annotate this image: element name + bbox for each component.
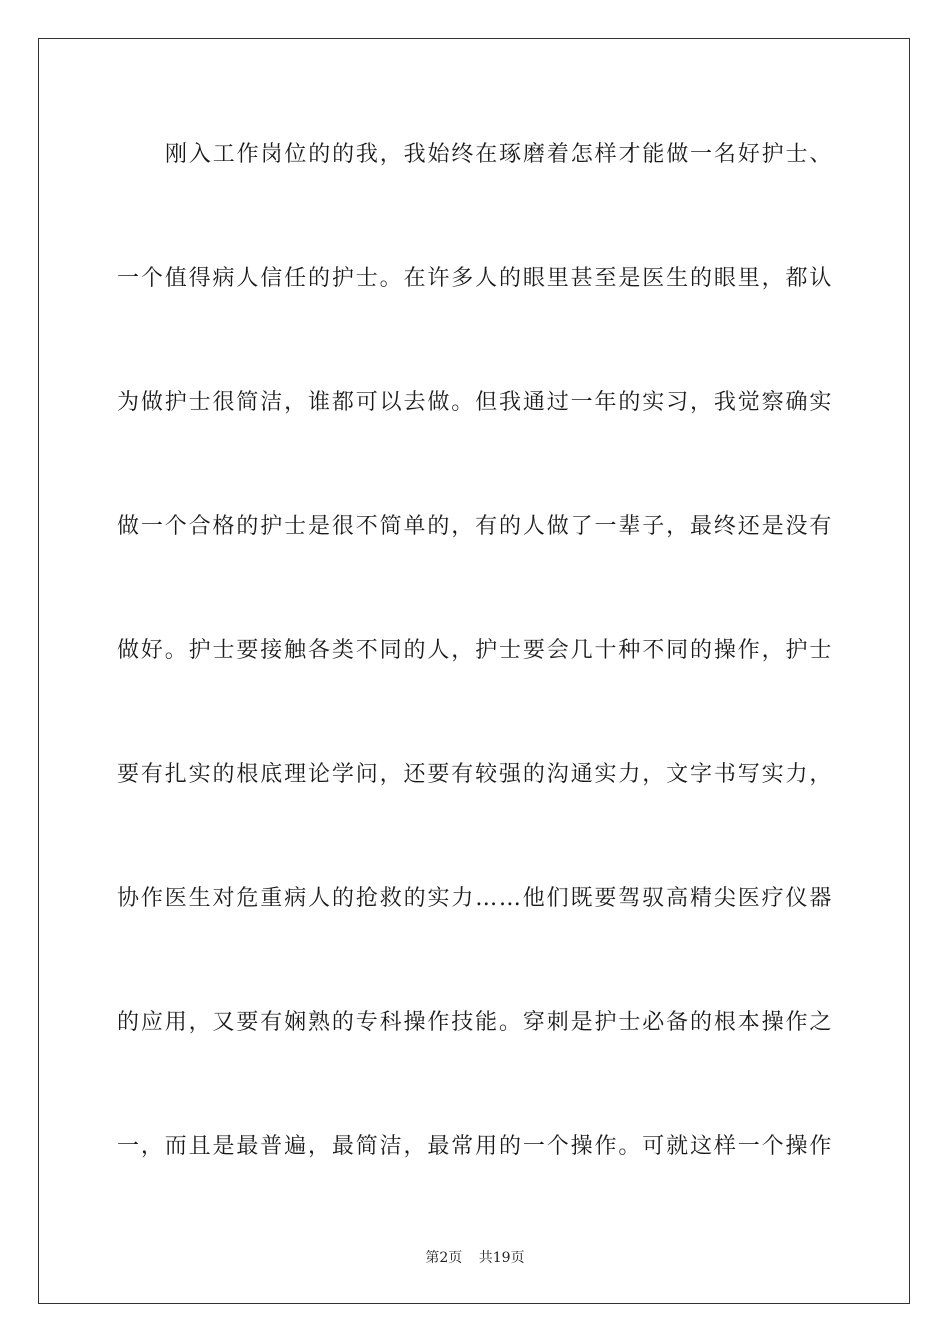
paragraph-line-7: 协作医生对危重病人的抢救的实力……他们既要驾驭高精尖医疗仪器 [117,886,833,911]
paragraph-line-2: 一个值得病人信任的护士。在许多人的眼里甚至是医生的眼里，都认 [117,266,833,291]
paragraph-line-8: 的应用，又要有娴熟的专科操作技能。穿刺是护士必备的根本操作之 [117,1010,833,1035]
paragraph-line-9: 一，而且是最普遍，最简洁，最常用的一个操作。可就这样一个操作 [117,1134,833,1159]
paragraph-line-3: 为做护士很简洁，谁都可以去做。但我通过一年的实习，我觉察确实 [117,390,833,415]
paragraph-line-1: 刚入工作岗位的的我，我始终在琢磨着怎样才能做一名好护士、 [165,142,833,167]
paragraph-line-4: 做一个合格的护士是很不简单的，有的人做了一辈子，最终还是没有 [117,514,833,539]
page-number: 第2页 [425,1250,463,1266]
document-body [117,124,833,1240]
paragraph-line-6: 要有扎实的根底理论学问，还要有较强的沟通实力，文字书写实力， [117,762,833,787]
paragraph-line-5: 做好。护士要接触各类不同的人，护士要会几十种不同的操作，护士 [117,638,833,663]
page-footer [0,1247,950,1267]
page-total: 共19页 [478,1250,525,1266]
